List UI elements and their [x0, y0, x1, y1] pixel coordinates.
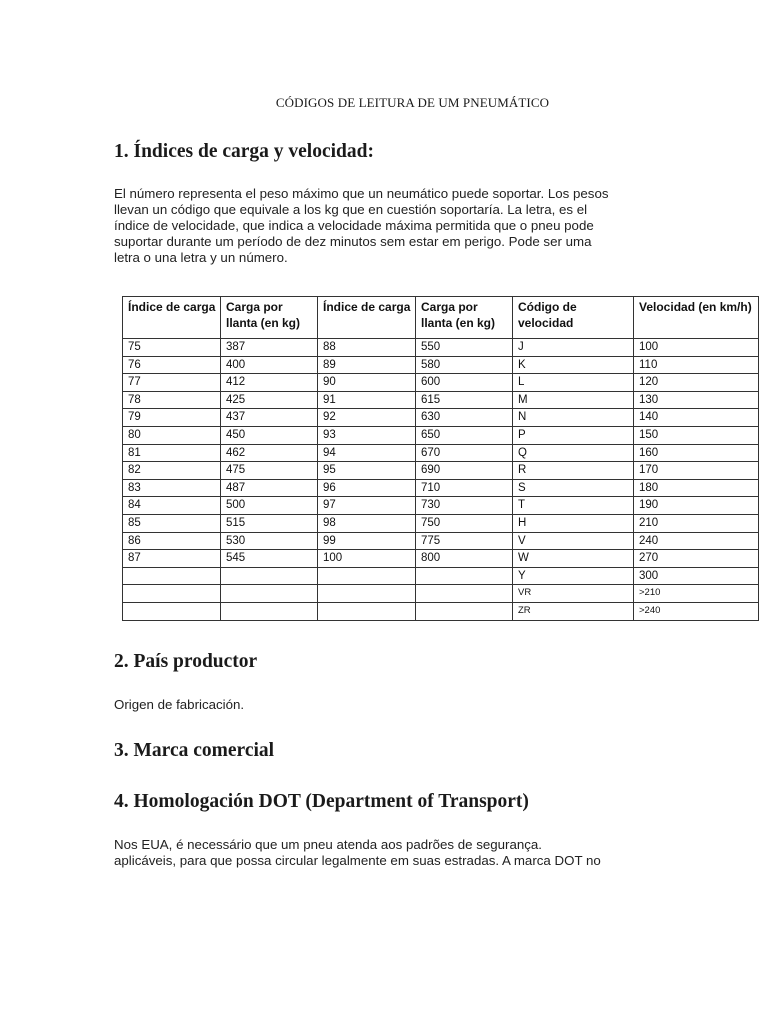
table-cell: 387: [221, 339, 318, 357]
table-cell: 425: [221, 391, 318, 409]
table-cell: 90: [318, 374, 416, 392]
table-cell: S: [513, 479, 634, 497]
table-cell: [221, 567, 318, 585]
section-heading-brand: 3. Marca comercial: [114, 740, 275, 761]
paragraph-line: índice de velocidade, que indica a velocidade máxima permitida que o pneu pode: [114, 218, 594, 233]
table-cell: 475: [221, 462, 318, 480]
table-cell: [416, 602, 513, 620]
table-cell: M: [513, 391, 634, 409]
table-cell: 86: [123, 532, 221, 550]
table-cell: 270: [634, 550, 759, 568]
document-title: CÓDIGOS DE LEITURA DE UM PNEUMÁTICO: [275, 95, 550, 110]
table-cell: V: [513, 532, 634, 550]
table-cell: 100: [318, 550, 416, 568]
table-cell: 97: [318, 497, 416, 515]
table-row: [123, 550, 759, 568]
table-header-cell: Carga por llanta (en kg): [221, 297, 318, 339]
table-cell: 550: [416, 339, 513, 357]
table-row: [123, 567, 759, 585]
paragraph-line: llevan un código que equivale a los kg que en cuestión soportaría. La letra, es el: [114, 202, 588, 217]
section-heading-dot: 4. Homologación DOT (Department of Transport): [114, 791, 529, 812]
table-cell: 79: [123, 409, 221, 427]
table-row: [123, 602, 759, 620]
table-cell: 180: [634, 479, 759, 497]
table-cell: 120: [634, 374, 759, 392]
table-cell: 170: [634, 462, 759, 480]
table-cell: Y: [513, 567, 634, 585]
section-heading-load-speed: 1. Índices de carga y velocidad:: [114, 141, 374, 162]
table-cell: K: [513, 356, 634, 374]
table-cell: 545: [221, 550, 318, 568]
table-cell: 630: [416, 409, 513, 427]
table-cell: 130: [634, 391, 759, 409]
table-cell: [123, 567, 221, 585]
table-row: [123, 444, 759, 462]
table-cell: 80: [123, 426, 221, 444]
table-row: [123, 391, 759, 409]
table-cell: 78: [123, 391, 221, 409]
table-cell: 150: [634, 426, 759, 444]
table-cell: 75: [123, 339, 221, 357]
table-cell: 300: [634, 567, 759, 585]
table-header-cell: Índice de carga: [123, 297, 221, 339]
load-speed-table-wrapper: [122, 296, 758, 621]
table-cell: [318, 585, 416, 603]
table-cell: [416, 585, 513, 603]
table-cell: [416, 567, 513, 585]
table-cell: 99: [318, 532, 416, 550]
table-body: [123, 339, 759, 621]
table-row: [123, 479, 759, 497]
table-cell: 437: [221, 409, 318, 427]
table-cell: J: [513, 339, 634, 357]
table-cell: 500: [221, 497, 318, 515]
table-cell: 750: [416, 514, 513, 532]
table-row: [123, 497, 759, 515]
table-cell: 140: [634, 409, 759, 427]
table-cell: [123, 585, 221, 603]
paragraph-line: suportar durante um período de dez minutos sem estar em perigo. Pode ser uma: [114, 234, 592, 249]
table-row: [123, 532, 759, 550]
table-cell: 240: [634, 532, 759, 550]
table-cell: 160: [634, 444, 759, 462]
table-cell: 730: [416, 497, 513, 515]
table-cell: ZR: [513, 602, 634, 620]
table-cell: 83: [123, 479, 221, 497]
paragraph-line: Origen de fabricación.: [114, 697, 245, 712]
table-cell: 400: [221, 356, 318, 374]
table-cell: 95: [318, 462, 416, 480]
table-row: [123, 462, 759, 480]
table-cell: 190: [634, 497, 759, 515]
table-cell: 91: [318, 391, 416, 409]
load-speed-table: [122, 296, 759, 621]
table-cell: 110: [634, 356, 759, 374]
table-cell: 87: [123, 550, 221, 568]
table-cell: 76: [123, 356, 221, 374]
table-cell: 82: [123, 462, 221, 480]
table-cell: 88: [318, 339, 416, 357]
table-cell: Q: [513, 444, 634, 462]
table-cell: 710: [416, 479, 513, 497]
table-row: [123, 409, 759, 427]
table-cell: R: [513, 462, 634, 480]
table-cell: 412: [221, 374, 318, 392]
table-row: [123, 356, 759, 374]
table-row: [123, 339, 759, 357]
table-cell: [318, 602, 416, 620]
table-header-cell: Código de velocidad: [513, 297, 634, 339]
table-cell: 650: [416, 426, 513, 444]
section-heading-country: 2. País productor: [114, 651, 258, 672]
table-header-cell: Índice de carga: [318, 297, 416, 339]
table-header-cell: Velocidad (en km/h): [634, 297, 759, 339]
table-cell: 670: [416, 444, 513, 462]
table-cell: 94: [318, 444, 416, 462]
table-cell: [318, 567, 416, 585]
table-cell: [221, 585, 318, 603]
section-paragraph-dot: [114, 837, 654, 869]
table-cell: 775: [416, 532, 513, 550]
table-row: [123, 585, 759, 603]
paragraph-line: El número representa el peso máximo que un neumático puede soportar. Los pesos: [114, 186, 609, 201]
table-cell: 487: [221, 479, 318, 497]
table-cell: 210: [634, 514, 759, 532]
table-row: [123, 426, 759, 444]
table-cell: [221, 602, 318, 620]
table-cell: 92: [318, 409, 416, 427]
table-cell: P: [513, 426, 634, 444]
paragraph-line: Nos EUA, é necessário que um pneu atenda aos padrões de segurança.: [114, 837, 542, 852]
table-row: [123, 374, 759, 392]
table-cell: 98: [318, 514, 416, 532]
table-cell: VR: [513, 585, 634, 603]
table-cell: [123, 602, 221, 620]
section-paragraph-load-speed: [114, 186, 654, 266]
table-cell: 81: [123, 444, 221, 462]
table-cell: 450: [221, 426, 318, 444]
table-cell: N: [513, 409, 634, 427]
table-cell: 89: [318, 356, 416, 374]
table-cell: 462: [221, 444, 318, 462]
table-cell: 800: [416, 550, 513, 568]
table-cell: 77: [123, 374, 221, 392]
table-header-row: [123, 297, 759, 339]
table-cell: W: [513, 550, 634, 568]
table-header-cell: Carga por llanta (en kg): [416, 297, 513, 339]
table-cell: 600: [416, 374, 513, 392]
table-cell: >240: [634, 602, 759, 620]
table-cell: T: [513, 497, 634, 515]
table-cell: 615: [416, 391, 513, 409]
table-cell: >210: [634, 585, 759, 603]
table-cell: 96: [318, 479, 416, 497]
table-cell: 580: [416, 356, 513, 374]
table-cell: 100: [634, 339, 759, 357]
paragraph-line: aplicáveis, para que possa circular legalmente em suas estradas. A marca DOT no: [114, 853, 601, 868]
table-cell: 690: [416, 462, 513, 480]
table-cell: 85: [123, 514, 221, 532]
table-cell: L: [513, 374, 634, 392]
section-paragraph-country: [114, 697, 654, 713]
table-row: [123, 514, 759, 532]
table-cell: 530: [221, 532, 318, 550]
table-cell: 93: [318, 426, 416, 444]
paragraph-line: letra o una letra y un número.: [114, 250, 288, 265]
table-cell: H: [513, 514, 634, 532]
table-cell: 84: [123, 497, 221, 515]
table-cell: 515: [221, 514, 318, 532]
